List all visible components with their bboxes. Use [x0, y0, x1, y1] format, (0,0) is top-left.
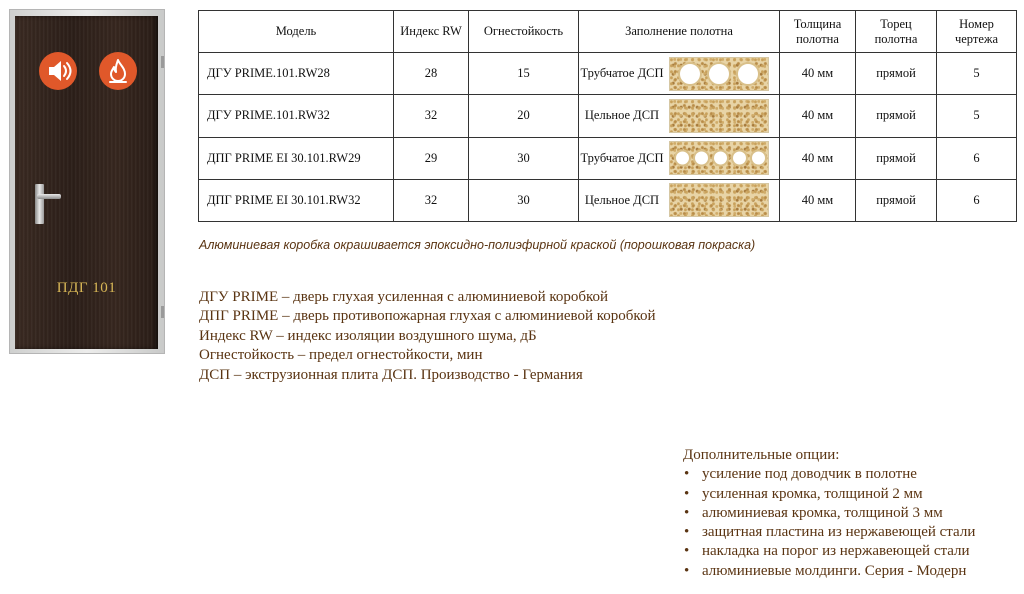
- header-edge: Торец полотна: [856, 11, 937, 53]
- tubular-chipboard-swatch: [669, 57, 769, 91]
- cell-drawing: 5: [937, 53, 1017, 95]
- sound-icon: [39, 52, 77, 90]
- legend-item: Индекс RW – индекс изоляции воздушного шума, дБ: [199, 327, 537, 344]
- table-row: [199, 137, 1017, 179]
- cell-thickness: 40 мм: [780, 95, 856, 137]
- fill-type: Цельное ДСП: [584, 192, 660, 207]
- cell-rw: 29: [394, 137, 469, 179]
- cell-thickness: 40 мм: [780, 179, 856, 221]
- paint-note: Алюминиевая коробка окрашивается эпоксидно-полиэфирной краской (порошковая покраска): [199, 238, 756, 252]
- list-item: • алюминиевые молдинги. Серия - Модерн: [683, 562, 975, 581]
- bullet: •: [684, 466, 690, 483]
- fill-type: Трубчатое ДСП: [580, 150, 664, 165]
- table-row: [199, 95, 1017, 137]
- cell-thickness: 40 мм: [780, 137, 856, 179]
- cell-drawing: 6: [937, 179, 1017, 221]
- cell-fill: [579, 137, 780, 179]
- cell-model: ДГУ PRIME.101.RW32: [199, 95, 394, 137]
- cell-rw: 28: [394, 53, 469, 95]
- options-list: [683, 465, 975, 581]
- fill-type: Цельное ДСП: [584, 108, 660, 123]
- door-label: ПДГ 101: [56, 280, 117, 296]
- solid-chipboard-swatch: [669, 183, 769, 217]
- table-row: [199, 179, 1017, 221]
- legend-item: ДСП – экструзионная плита ДСП. Производство - Германия: [199, 366, 583, 383]
- bullet: •: [684, 562, 690, 579]
- list-item: • усиление под доводчик в полотне: [683, 465, 975, 484]
- bullet: •: [684, 543, 690, 560]
- options-title: Дополнительные опции:: [683, 447, 840, 463]
- list-item: • защитная пластина из нержавеющей стали: [683, 523, 975, 542]
- header-thickness: Толщина полотна: [780, 11, 856, 53]
- door-leaf: [15, 16, 158, 349]
- fill-type: Трубчатое ДСП: [580, 66, 664, 81]
- bullet: •: [684, 524, 690, 541]
- cell-fire: 15: [469, 53, 579, 95]
- cell-model: ДГУ PRIME.101.RW28: [199, 53, 394, 95]
- legend-item: ДПГ PRIME – дверь противопожарная глухая с алюминиевой коробкой: [199, 308, 656, 325]
- cell-drawing: 6: [937, 137, 1017, 179]
- solid-chipboard-swatch: [669, 99, 769, 133]
- bullet: •: [684, 485, 690, 502]
- hinge-bottom: [161, 306, 164, 318]
- cell-rw: 32: [394, 179, 469, 221]
- cell-edge: прямой: [856, 179, 937, 221]
- cell-fire: 20: [469, 95, 579, 137]
- legend: [199, 288, 655, 385]
- cell-edge: прямой: [856, 137, 937, 179]
- door-handle-lever: [37, 194, 61, 199]
- cell-fill: [579, 53, 780, 95]
- door-handle-plate: [35, 184, 44, 224]
- list-item: • алюминиевая кромка, толщиной 3 мм: [683, 504, 975, 523]
- list-item: • усиленная кромка, толщиной 2 мм: [683, 485, 975, 504]
- header-model: Модель: [199, 11, 394, 53]
- cell-edge: прямой: [856, 53, 937, 95]
- cell-fire: 30: [469, 137, 579, 179]
- hinge-top: [161, 56, 164, 68]
- cell-edge: прямой: [856, 95, 937, 137]
- tubular-chipboard-swatch: [669, 141, 769, 175]
- cell-thickness: 40 мм: [780, 53, 856, 95]
- cell-drawing: 5: [937, 95, 1017, 137]
- cell-fill: [579, 95, 780, 137]
- list-item: • накладка на порог из нержавеющей стали: [683, 542, 975, 561]
- table-header-row: [199, 11, 1017, 53]
- cell-rw: 32: [394, 95, 469, 137]
- header-fill: Заполнение полотна: [579, 11, 780, 53]
- table-row: [199, 53, 1017, 95]
- fire-icon: [99, 52, 137, 90]
- header-drawing: Номер чертежа: [937, 11, 1017, 53]
- legend-item: ДГУ PRIME – дверь глухая усиленная с алюминиевой коробкой: [199, 289, 609, 305]
- spec-table: [198, 10, 1017, 222]
- bullet: •: [684, 504, 690, 521]
- header-fire: Огнестойкость: [469, 11, 579, 53]
- cell-model: ДПГ PRIME EI 30.101.RW29: [199, 137, 394, 179]
- cell-model: ДПГ PRIME EI 30.101.RW32: [199, 179, 394, 221]
- additional-options: [683, 446, 975, 581]
- door-image: [9, 9, 165, 354]
- header-rw: Индекс RW: [394, 11, 469, 53]
- cell-fire: 30: [469, 179, 579, 221]
- cell-fill: [579, 179, 780, 221]
- legend-item: Огнестойкость – предел огнестойкости, мин: [199, 347, 483, 364]
